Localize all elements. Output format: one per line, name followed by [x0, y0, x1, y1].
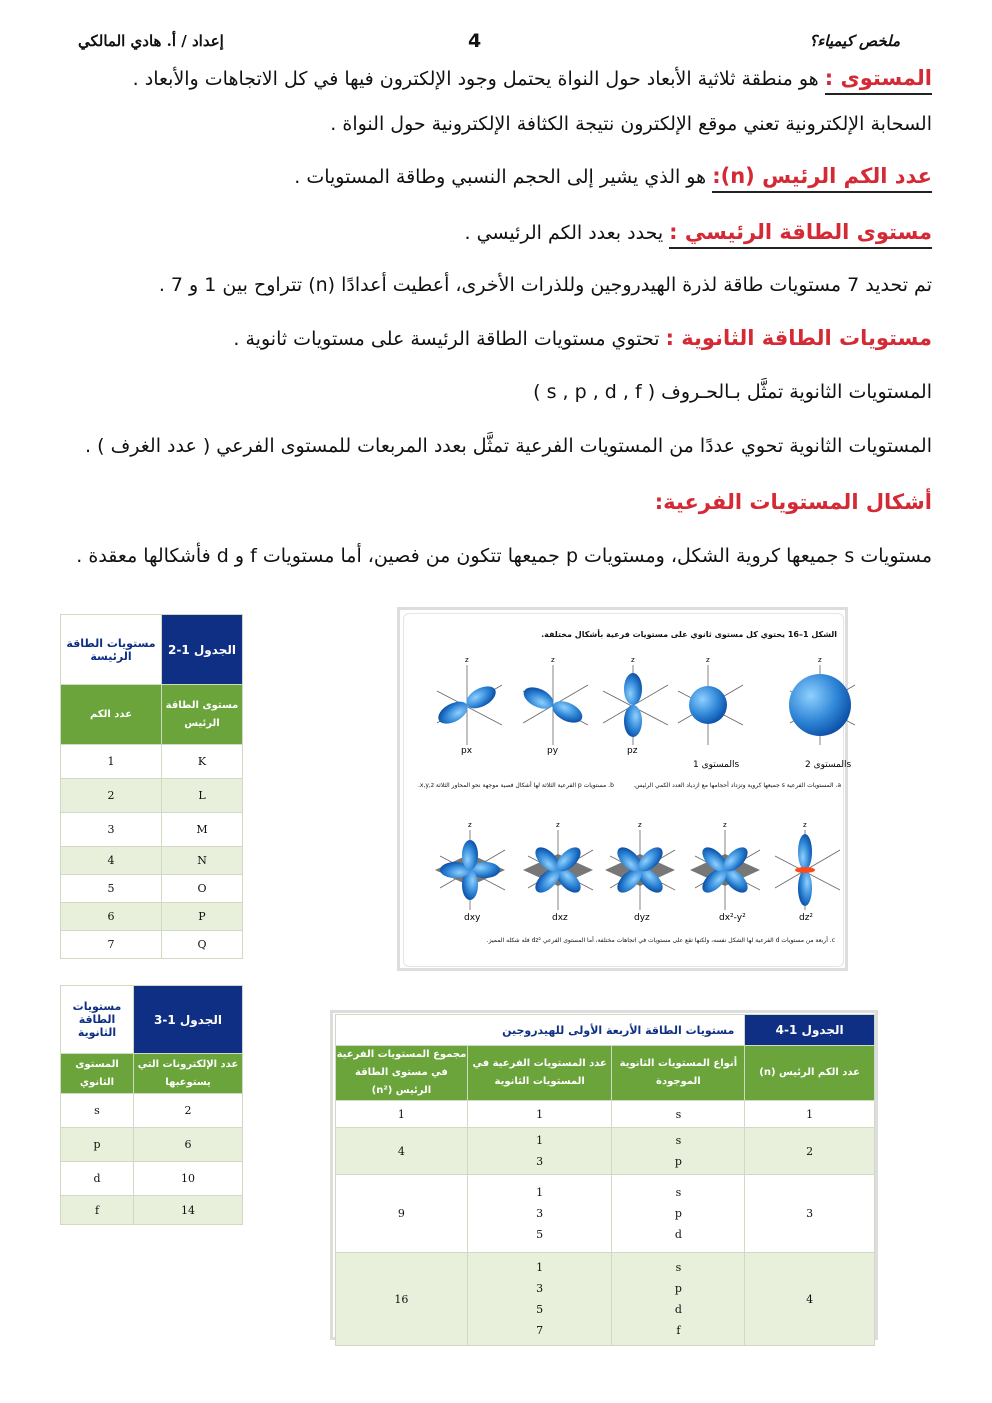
orbital-label: py: [547, 746, 559, 756]
column-header: عدد المستويات الفرعية في المستويات الثانوية: [467, 1046, 612, 1101]
orbital-lobe: [549, 697, 586, 727]
table-cell: 3: [61, 813, 162, 847]
table-cell: 4: [336, 1128, 468, 1175]
table-label: الجدول 1-4: [745, 1015, 875, 1046]
document-title: ملخص كيمياء؟: [809, 32, 900, 50]
term-heading: مستوى الطاقة الرئيسي :: [669, 220, 932, 249]
paragraph-line: [533, 377, 932, 407]
orbital-label: px: [461, 746, 473, 756]
s-orbital: [689, 686, 727, 724]
cell-value: s: [675, 1107, 682, 1121]
table-cell: O: [162, 875, 243, 903]
column-header: مجموع المستويات الفرعية في مستوى الطاقة الرئيس (n²): [336, 1046, 468, 1101]
orbital-lobe: [798, 834, 812, 870]
orbital-lobe: [435, 697, 472, 728]
table-cell: P: [162, 903, 243, 931]
table-cell: s: [61, 1094, 134, 1128]
axis-label: z: [818, 656, 822, 664]
definition-text: المستويات الثانوية تحوي عددًا من المستويات الفرعية تمثَّل بعدد المربعات للمستوى الفرعي ( عدد الغرف ) .: [85, 435, 932, 457]
cell-value: f: [676, 1324, 681, 1337]
table-title: مستويات الطاقة الأربعة الأولى للهيدروجين: [336, 1015, 745, 1046]
table-row: [336, 1253, 875, 1346]
table-cell: 4: [61, 847, 162, 875]
term-heading: أشكال المستويات الفرعية:: [654, 490, 932, 514]
orbital-label: dyz: [634, 913, 650, 923]
table-cell: [612, 1101, 745, 1128]
table-1-3: [60, 985, 243, 1225]
table-cell: L: [162, 779, 243, 813]
table-title: مستويات الطاقة الثانوية: [61, 986, 134, 1054]
axis-label: z: [556, 821, 560, 829]
orbital-label: dz²: [799, 913, 814, 923]
table-row: [336, 1128, 875, 1175]
table-1-2: [60, 614, 243, 959]
paragraph-line: [133, 63, 932, 94]
table-row: [61, 931, 243, 959]
cell-value: s: [675, 1261, 682, 1274]
orbital-diagrams: [400, 610, 852, 968]
orbital-label: المستوى 2s: [805, 760, 852, 770]
table-cell: [467, 1128, 612, 1175]
table-cell: 14: [134, 1196, 243, 1225]
column-header: مستوى الطاقة الرئيس: [162, 685, 243, 745]
table-cell: 2: [745, 1128, 875, 1175]
table-cell: 2: [134, 1094, 243, 1128]
table-label: الجدول 1-3: [134, 986, 243, 1054]
table-row: [61, 847, 243, 875]
column-header: المستوى الثانوي: [61, 1054, 134, 1094]
table-cell: 1: [336, 1101, 468, 1128]
table-row: [61, 1128, 243, 1162]
paragraph-line: [464, 217, 932, 248]
table-cell: Q: [162, 931, 243, 959]
table-cell: 3: [745, 1175, 875, 1253]
table-title: مستويات الطاقة الرئيسة: [61, 615, 162, 685]
definition-text: السحابة الإلكترونية تعني موقع الإلكترون نتيجة الكثافة الإلكترونية حول النواة .: [330, 113, 932, 135]
definition-text: المستويات الثانوية تمثَّل بـالحـروف ( s , p , d , f ): [533, 381, 932, 403]
table-cell: 2: [61, 779, 162, 813]
table-cell: [467, 1175, 612, 1253]
orbital-figure: [397, 607, 852, 971]
table-cell: 6: [61, 903, 162, 931]
cell-value: p: [674, 1155, 682, 1168]
cell-value: 3: [536, 1282, 544, 1295]
table-cell: p: [61, 1128, 134, 1162]
table-row: [61, 1162, 243, 1196]
table-cell: 7: [61, 931, 162, 959]
cell-value: 1: [536, 1186, 544, 1199]
axis-label: z: [803, 821, 807, 829]
table-cell: 9: [336, 1175, 468, 1253]
table-cell: 4: [745, 1253, 875, 1346]
cell-value: p: [674, 1282, 682, 1295]
cell-value: 1: [536, 1134, 544, 1147]
paragraph-line: [233, 323, 932, 354]
table-cell: 1: [61, 745, 162, 779]
s-orbital: [789, 674, 851, 736]
table-cell: M: [162, 813, 243, 847]
cell-value: 1: [536, 1261, 544, 1274]
cell-value: d: [674, 1303, 682, 1316]
torus-ring: [795, 867, 815, 873]
table-row: [336, 1101, 875, 1128]
caption-a: a. المستويات الفرعية s جميعها كروية وتزداد أحجامها مع ازدياد العدد الكمي الرئيس.: [633, 782, 841, 789]
paragraph-line: [330, 109, 932, 139]
axis-label: z: [631, 656, 635, 664]
table-1-4: [335, 1014, 875, 1346]
table-cell: 5: [61, 875, 162, 903]
cell-value: 7: [536, 1324, 544, 1337]
orbital-lobe: [798, 870, 812, 906]
cell-value: s: [675, 1134, 682, 1147]
definition-text: مستويات s جميعها كروية الشكل، ومستويات p جميعها تتكون من فصين، أما مستويات f و d فأشكالها معقدة .: [76, 545, 932, 567]
table-label: الجدول 1-2: [162, 615, 243, 685]
orbital-label: dx²-y²: [719, 913, 746, 923]
definition-text: تحتوي مستويات الطاقة الرئيسة على مستويات ثانوية .: [233, 328, 660, 350]
table-cell: [612, 1253, 745, 1346]
table-cell: [612, 1128, 745, 1175]
axis-label: z: [723, 821, 727, 829]
cell-value: 3: [536, 1155, 544, 1168]
cell-value: 3: [536, 1207, 544, 1220]
table-cell: K: [162, 745, 243, 779]
axis-label: z: [706, 656, 710, 664]
paragraph-line: [655, 487, 932, 518]
column-header: عدد الإلكترونات التي يستوعبها: [134, 1054, 243, 1094]
cell-value: d: [674, 1228, 682, 1241]
figure-title: الشكل 1–16 يحتوي كل مستوى ثانوي على مستويات فرعية بأشكال مختلفة.: [541, 630, 837, 639]
column-header: أنواع المستويات الثانوية الموجودة: [612, 1046, 745, 1101]
axis-label: z: [638, 821, 642, 829]
table-cell: 16: [336, 1253, 468, 1346]
paragraph-line: [85, 431, 932, 461]
orbital-label: dxz: [552, 913, 568, 923]
orbital-lobe: [462, 840, 478, 870]
definition-text: يحدد بعدد الكم الرئيسي .: [464, 222, 664, 244]
table-cell: f: [61, 1196, 134, 1225]
cell-value: 1: [536, 1107, 544, 1121]
axis-label: z: [551, 656, 555, 664]
definition-text: هو الذي يشير إلى الحجم النسبي وطاقة المستويات .: [294, 166, 707, 188]
column-header: عدد الكم: [61, 685, 162, 745]
table-cell: 1: [745, 1101, 875, 1128]
table-row: [61, 779, 243, 813]
term-heading: مستويات الطاقة الثانوية :: [665, 326, 932, 350]
axis-label: z: [468, 821, 472, 829]
definition-text: تم تحديد 7 مستويات طاقة لذرة الهيدروجين وللذرات الأخرى، أعطيت أعدادًا (n) تتراوح بين 1 و 7 .: [158, 274, 932, 296]
term-heading: المستوى :: [825, 66, 932, 95]
table-row: [336, 1175, 875, 1253]
table-cell: 10: [134, 1162, 243, 1196]
table-cell: N: [162, 847, 243, 875]
table-row: [61, 745, 243, 779]
table-row: [61, 813, 243, 847]
table-cell: [467, 1101, 612, 1128]
orbital-label: dxy: [464, 913, 481, 923]
table-cell: d: [61, 1162, 134, 1196]
cell-value: p: [674, 1207, 682, 1220]
orbital-lobe: [624, 673, 642, 705]
definition-text: هو منطقة ثلاثية الأبعاد حول النواة يحتمل وجود الإلكترون فيها في كل الاتجاهات والأبعاد .: [132, 68, 819, 90]
author-credit: إعداد / أ. هادي المالكي: [78, 32, 224, 50]
table-cell: [612, 1175, 745, 1253]
axis-label: z: [465, 656, 469, 664]
caption-b: b. مستويات p الفرعية الثلاثة لها أشكال فصية موجهة نحو المحاور الثلاثة x,y,z.: [418, 782, 614, 789]
orbital-lobe: [520, 683, 557, 713]
term-heading: عدد الكم الرئيس (n):: [712, 164, 932, 193]
orbital-label: pz: [627, 746, 638, 756]
orbital-label: المستوى 1s: [693, 760, 740, 770]
cell-value: s: [675, 1186, 682, 1199]
cell-value: 5: [536, 1228, 544, 1241]
column-header: عدد الكم الرئيس (n): [745, 1046, 875, 1101]
page-number: 4: [468, 30, 482, 52]
caption-c: c. أربعة من مستويات d الفرعية لها الشكل نفسه، ولكنها تقع على مستويات في اتجاهات مختلفة، أما المستوى الفرعي dz² فله شكله المميز.: [486, 937, 835, 944]
table-row: [61, 1196, 243, 1225]
table-row: [61, 1094, 243, 1128]
table-row: [61, 903, 243, 931]
table-cell: [467, 1253, 612, 1346]
orbital-lobe: [463, 682, 500, 713]
paragraph-line: [76, 541, 932, 571]
table-row: [61, 875, 243, 903]
paragraph-line: [294, 161, 932, 192]
paragraph-line: [159, 270, 932, 300]
orbital-lobe: [624, 705, 642, 737]
table-cell: 6: [134, 1128, 243, 1162]
cell-value: 5: [536, 1303, 544, 1316]
